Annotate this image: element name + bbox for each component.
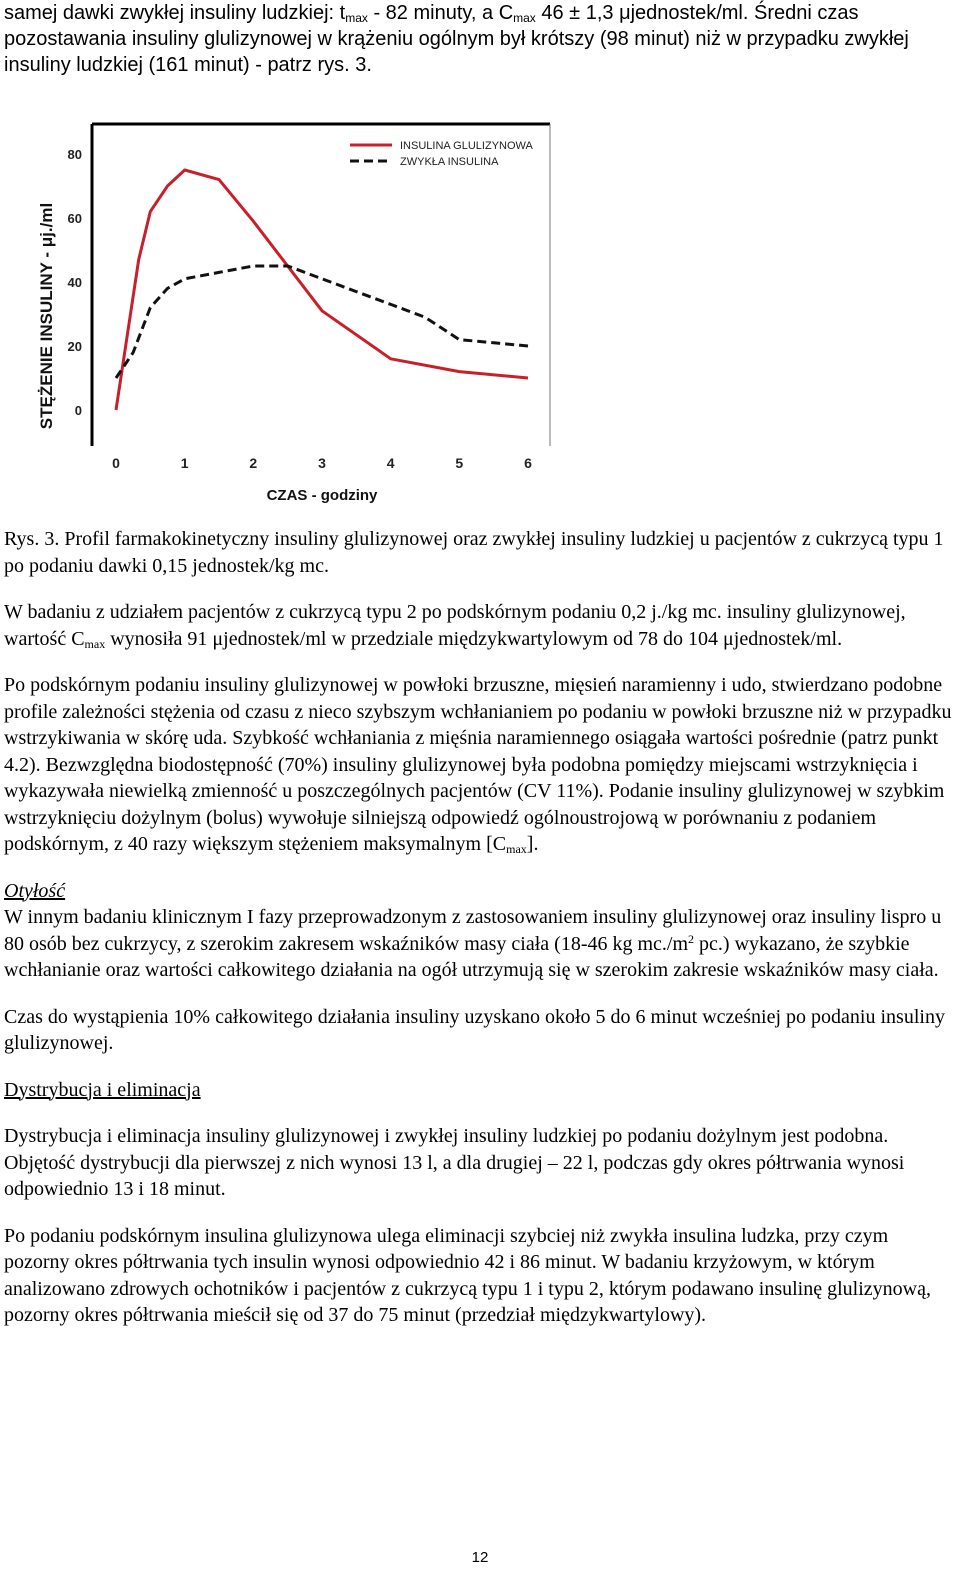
intro-text-1: samej dawki zwykłej insuliny ludzkiej: t (4, 2, 346, 24)
legend-label: INSULINA GLULIZYNOWA (400, 140, 533, 152)
chart-series (116, 170, 528, 410)
document-body (4, 526, 952, 1349)
x-tick-label: 4 (386, 455, 395, 471)
page-number: 12 (471, 1549, 489, 1566)
text-run: pc.) wykazano, że szybkie wchłanianie oraz wartości całkowitego działania na ogół utrzymują się w szerokim zakresie wskaźników masy ciała. (4, 932, 939, 981)
subscript-max: max (506, 842, 527, 856)
y-tick-label: 0 (74, 403, 82, 418)
intro-text-2: - 82 minuty, a C (367, 2, 514, 24)
paragraph-type2-study (4, 599, 952, 652)
series-line-glulizine (116, 170, 528, 410)
insulin-concentration-chart (30, 116, 560, 508)
y-tick-label: 80 (67, 147, 82, 162)
intro-paragraph (4, 0, 952, 78)
distribution-heading: Dystrybucja i eliminacja (4, 1078, 201, 1101)
chart-legend (350, 140, 534, 168)
x-axis-label: CZAS - godziny (266, 487, 378, 504)
y-axis-label: STĘŻENIE INSULINY - μj./ml (37, 202, 56, 430)
caption-label: Rys. 3. (4, 528, 60, 550)
x-tick-label: 6 (524, 455, 532, 471)
x-tick-label: 2 (249, 455, 258, 471)
obesity-heading: Otyłość (4, 879, 66, 902)
paragraph-onset-time: Czas do wystąpienia 10% całkowitego działania insuliny uzyskano około 5 do 6 minut wcześniej po podaniu insuliny glulizynowej. (4, 1005, 945, 1054)
y-tick-label: 40 (67, 275, 82, 290)
superscript-2: 2 (688, 931, 695, 946)
paragraph-subcutaneous (4, 672, 952, 858)
figure-caption (4, 526, 952, 579)
text-run: W badaniu z udziałem pacjentów z cukrzycą typu 2 po podskórnym podaniu 0,2 j./kg mc. insuliny glulizynowej, wartość C (4, 601, 906, 650)
caption-text: Profil farmakokinetyczny insuliny glulizynowej oraz zwykłej insuliny ludzkiej u pacjentów z cukrzycą typu 1 po podaniu dawki 0,15 jednostek/kg mc. (4, 528, 944, 577)
chart-axes (92, 124, 550, 446)
paragraph-distribution-iv: Dystrybucja i eliminacja insuliny glulizynowej i zwykłej insuliny ludzkiej po podaniu dożylnym jest podobna. Objętość dystrybucji dla pierwszej z nich wynosi 13 l, a dla drugiej – 22 l, podczas gdy okres półtrwania wynosi odpowiednio 13 i 18 minut. (4, 1125, 905, 1200)
text-run: ]. (526, 833, 539, 855)
paragraph-obesity (4, 878, 952, 984)
y-tick-label: 20 (67, 339, 82, 354)
series-line-regular (116, 266, 528, 378)
subscript-max: max (84, 636, 106, 651)
x-tick-label: 5 (455, 455, 464, 471)
legend-label: ZWYKŁA INSULINA (400, 156, 499, 168)
y-tick-label: 60 (67, 211, 82, 226)
subscript-max: max (345, 11, 368, 25)
text-run: Po podskórnym podaniu insuliny glulizynowej w powłoki brzuszne, mięsień naramienny i udo, stwierdzano podobne profile zależności stężenia od czasu z nieco szybszym wchłanianiem po podaniu w powłoki brzuszne niż w przypadku wstrzykiwania w skórę uda. Szybkość wchłaniania z mięśnia naramiennego osiągała wartości pośrednie (patrz punkt 4.2). Bezwzględna biodostępność (70%) insuliny glulizynowej była podobna pomiędzy miejscami wstrzyknięcia i wykazywała niewielką zmienność u poszczególnych pacjentów (CV 11%). Podanie insuliny glulizynowej w szybkim wstrzyknięciu dożylnym (bolus) wywołuje silniejszą odpowiedź ogólnoustrojową w porównaniu z podaniem podskórnym, z 40 razy większym stężeniem maksymalnym [C (4, 674, 952, 855)
text-run: wynosiła 91 μjednostek/ml w przedziale międzykwartylowym od 78 do 104 μjednostek/ml. (105, 627, 843, 650)
intro-text-3: 46 ± 1,3 μjednostek/ml. Średni czas pozostawania insuliny glulizynowej w krążeniu ogólnym był krótszy (98 minut) niż w przypadku zwykłej insuliny ludzkiej (161 minut) - patrz rys. 3. (4, 2, 909, 76)
text-run: W innym badaniu klinicznym I fazy przeprowadzonym z zastosowaniem insuliny glulizynowej oraz insuliny lispro u 80 osób bez cukrzycy, z szerokim zakresem wskaźników masy ciała (18-46 kg mc./m (4, 906, 942, 955)
x-tick-label: 1 (180, 455, 189, 471)
subscript-max: max (513, 11, 536, 25)
x-tick-label: 3 (318, 455, 326, 471)
x-tick-label: 0 (112, 455, 120, 471)
chart-ticks (68, 147, 533, 471)
paragraph-distribution-sc: Po podaniu podskórnym insulina glulizynowa ulega eliminacji szybciej niż zwykła insulina ludzka, przy czym pozorny okres półtrwania tych insulin wynosi odpowiednio 42 i 86 minut. W badaniu krzyżowym, w którym analizowano zdrowych ochotników i pacjentów z cukrzycą typu 1 i typu 2, którym podawano insulinę glulizynową, pozorny okres półtrwania mieścił się od 37 do 75 minut (przedział międzykwartylowy). (4, 1224, 931, 1326)
